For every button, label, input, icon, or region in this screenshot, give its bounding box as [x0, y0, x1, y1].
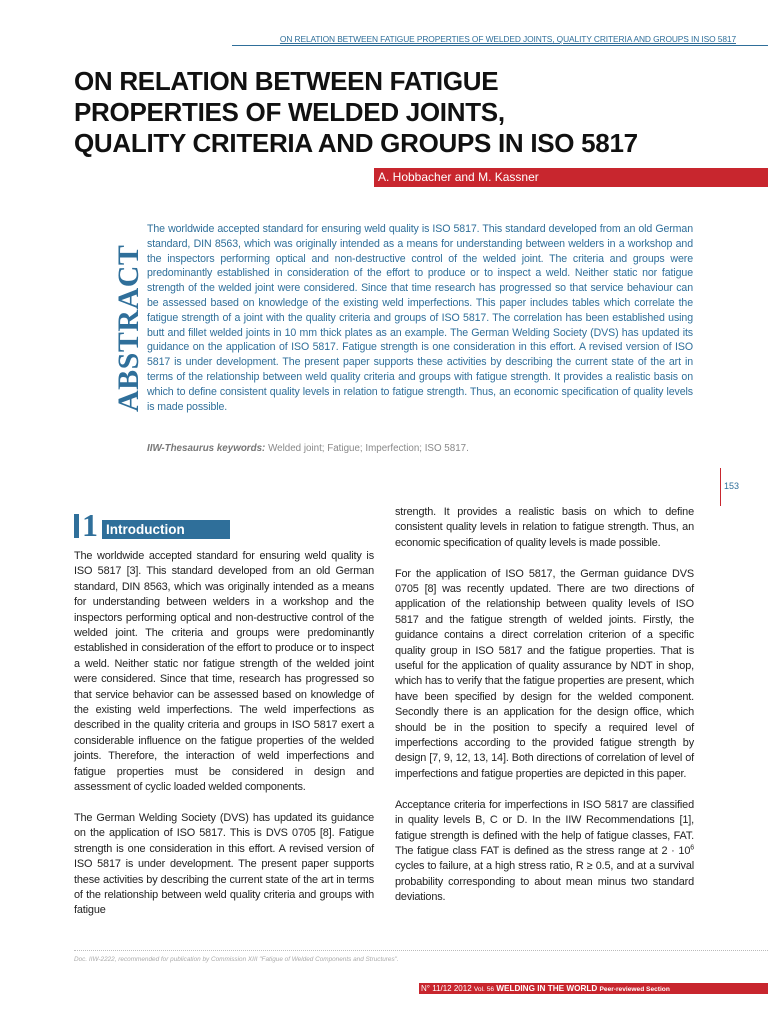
header-rule: [232, 45, 768, 46]
left-paragraph-1: The worldwide accepted standard for ensuring weld quality is ISO 5817 [3]. This standard developed from an old German standard, DIN 8563, which was originally intended as a means for understanding between welders in a workshop and the inspectors performing optical and non-destructive control of the welded joint. The criteria and groups were predominantly established in consideration of the effort to produce or to inspect a weld. Neither static nor fatigue strength of the welded joint were considered. Since that time, research has progressed so that service behavior can be assessed based on knowledge of the existing weld imperfections. The weld imperfections as described in the quality criteria and groups in ISO 5817 exert a considerable influence on the fatigue properties of the welded joints. Therefore, the interaction of weld imperfections and fatigue properties must be considered in design and assessment of cyclic loaded welded components.: [74, 550, 374, 794]
right-column: [395, 505, 694, 921]
running-head: ON RELATION BETWEEN FATIGUE PROPERTIES OF WELDED JOINTS, QUALITY CRITERIA AND GROUPS IN ISO 5817: [279, 34, 736, 44]
right-paragraph-3-start: Acceptance criteria for imperfections in ISO 5817 are classified in quality levels B, C or D. In the IIW Recommendations [1], fatigue strength is defined with the help of fatigue classes, FAT. The fatigue class FAT is defined as the stress range at 2 · 10: [395, 798, 694, 857]
footnote: Doc. IIW-2222, recommended for publication by Commission XIII "Fatigue of Welded Components and Structures".: [74, 956, 399, 963]
title-line-2: PROPERTIES OF WELDED JOINTS,: [74, 97, 505, 127]
issue-year: 2012: [453, 984, 472, 993]
abstract-vertical-label: ABSTRACT: [112, 244, 145, 412]
footer-rule: [74, 950, 768, 951]
exponent: 6: [690, 844, 694, 852]
left-paragraph-2: The German Welding Society (DVS) has updated its guidance on the application of ISO 5817. This is DVS 0705 [8]. Fatigue strength is one consideration in this effort. A revised version of ISO 5817 is under development. The present paper supports these activities by describing the current state of the art in terms of the relationship between weld quality criteria and groups with fatigue: [74, 811, 374, 917]
keywords-label: IIW-Thesaurus keywords:: [147, 443, 266, 454]
issue-bar: [419, 983, 768, 994]
left-column: [74, 549, 374, 934]
page-number-rule: [720, 468, 721, 506]
title-line-3: QUALITY CRITERIA AND GROUPS IN ISO 5817: [74, 128, 638, 158]
page-number: 153: [724, 481, 740, 491]
right-paragraph-1: strength. It provides a realistic basis on which to define consistent quality levels in relation to fatigue strength. Thus, an economic specification of quality levels is made possible.: [395, 506, 694, 549]
section-accent-bar: [74, 514, 79, 538]
keywords: [147, 443, 693, 454]
right-paragraph-3-end: cycles to failure, at a high stress ratio, R ≥ 0.5, and at a survival probability corresponding to about mean minus two standard deviations.: [395, 860, 694, 904]
title-line-1: ON RELATION BETWEEN FATIGUE: [74, 66, 499, 96]
section-title: Introduction: [102, 520, 230, 539]
right-paragraph-2: For the application of ISO 5817, the German guidance DVS 0705 [8] was recently updated. There are two directions of application of the relationship between quality levels of ISO 5817 and the fatigue strength of welded joints. Firstly, the guidance contains a direct correlation criterion of a specific quality group in ISO 5817 and the fatigue properties. That is useful for the application of quality assurance by NDT in shop, which has to verify that the fatigue properties are present, which have been specified by design for the welded component. Secondly there is an application for the design office, which should be in the position to specify a required level of imperfections according to the provided fatigue strength by design [7, 9, 12, 13, 14]. Both directions of correlation of level of imperfections and fatigue properties are depicted in this paper.: [395, 567, 694, 780]
journal-section: Peer-reviewed Section: [599, 986, 670, 993]
abstract-text: The worldwide accepted standard for ensuring weld quality is ISO 5817. This standard developed from an old German standard, DIN 8563, which was originally intended as a means for understanding between welders in a workshop and the inspectors performing optical and non-destructive control of the welded joint. The criteria and groups were predominantly established in consideration of the effort to produce or to inspect a weld. Neither static nor fatigue strength of the welded joint were considered. Since that time research has progressed so that service behaviour can be assessed based on knowledge of the existing weld imperfections. This paper includes tables which correlate the fatigue strength of a joint with the quality criteria and groups of ISO 5817. The correlation has been established using butt and fillet welded joints in 10 mm thick plates as an example. The German Welding Society (DVS) has updated its guidance on the application of ISO 5817. Fatigue strength is one consideration in this effort. A revised version of ISO 5817 is under development. The present paper supports these activities by describing the current state of the art in terms of the relationship between weld quality criteria and groups with fatigue strength. It provides a realistic basis on which to define consistent quality levels in relation to fatigue strength. Thus, an economic specification of quality levels is made possible.: [147, 223, 693, 413]
section-number: 1: [82, 507, 98, 543]
issue-volume: Vol. 56: [473, 986, 495, 993]
article-title: [74, 66, 754, 159]
right-paragraph-3: [395, 798, 694, 906]
issue-number: N° 11/12: [421, 984, 452, 993]
journal-name: WELDING IN THE WORLD: [496, 984, 598, 993]
keywords-text: Welded joint; Fatigue; Imperfection; ISO 5817.: [268, 443, 469, 454]
authors-bar: A. Hobbacher and M. Kassner: [374, 168, 768, 187]
